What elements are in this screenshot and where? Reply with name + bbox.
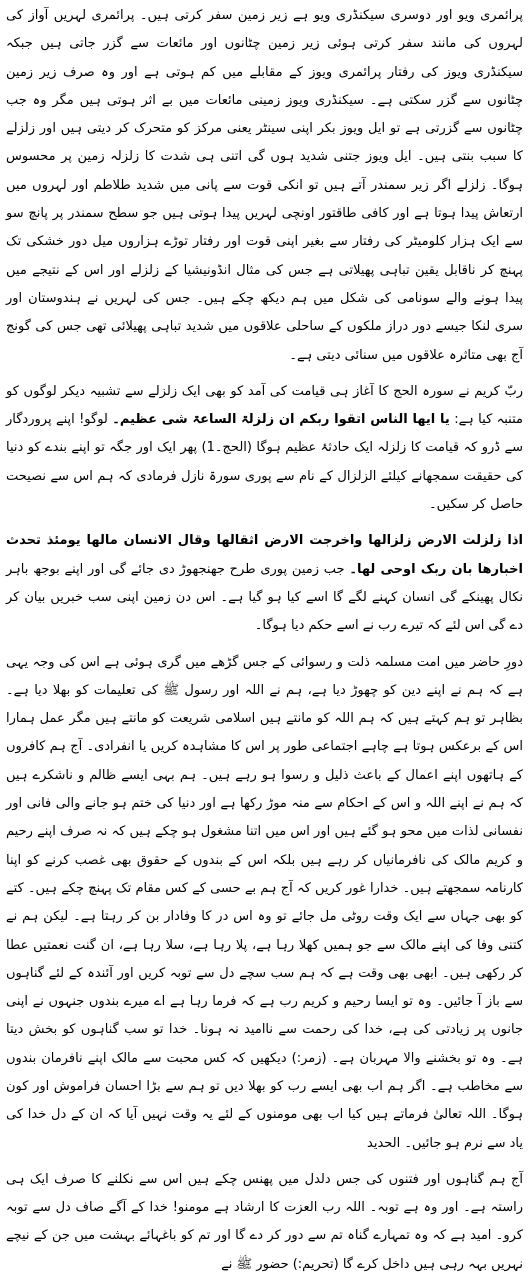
paragraph-surah-hajj [6, 378, 523, 519]
paragraph-repentance: آج ہم گناہوں اور فتنوں کی جس دلدل میں پھنس چکے ہیں اس سے نکلنے کا صرف ایک ہی راستہ ہے۔ اور وہ ہے توبہ۔ اللہ رب العزت کا ارشاد ہے مومنو! خدا کے آگے صاف دل سے توبہ کرو۔ امید ہے کہ وہ تمہارے گناہ تم سے دور کر دے گا اور تم کو باغہائے بہشت میں جن کے نیچے نہریں بہہ رہی ہیں داخل کرے گا (تحریم:) حضور ﷺ نے [6, 1171, 523, 1272]
verse-translation: جب زمین پوری طرح جھنجھوڑ دی جائے گی اور اپنے بوجھ باہر نکال پھینکے گی انسان کہنے لگے گا اسے کیا ہو گیا ہے۔ اس دن زمین اپنی سب خبریں بیان کر دے گی اس لئے کہ تیرے رب نے اسے حکم دیا ہوگا۔ [6, 561, 523, 634]
quote-translation: لوگو! اپنے پروردگار سے ڈرو کہ قیامت کا زلزلہ ایک حادثۂ عظیم ہوگا (الحج۔1) پھر ایک اور جگہ تو اپنے بندے کو دنیا کی حقیقت سمجھانے کیلئے الزلزال کے نام سے پوری سورۃ نازل فرمادی کہ ہم اس سے نصیحت حاصل کر سکیں۔ [6, 412, 523, 513]
paragraph-surah-zilzal [6, 527, 523, 640]
quran-quote-arabic: یا ایھا الناس اتقوا ربکم ان زلزلۃ الساعۃ شی عظیم۔ [112, 412, 450, 428]
quran-verse-arabic: اذا زلزلت الارض زلزالھا واخرجت الارض اثقالھا وقال الانسان مالھا یومئذ تحدث اخبارھا بان ربک اوحی لھا۔ [6, 533, 523, 577]
paragraph-earthquake-waves: پرائمری ویو اور دوسری سیکنڈری ویو ہے زیر زمین سفر کرتی ہیں۔ پرائمری لہریں آواز کی لہروں کی مانند سفر کرتی ہوئی زیر زمین چٹانوں اور مائعات سے گزر جاتی ہیں جبکہ سیکنڈری ویوز کی رفتار پرائمری ویوز کے مقابلے میں کم ہوتی ہے اور وہ صرف زیر زمین چٹانوں سے گزر سکتی ہے۔ سیکنڈری ویوز زمینی مائعات میں بے اثر ہوتی ہیں مگر وہ جب چٹانوں سے گزرتی ہے تو ایل ویوز بکر اپنی سینٹر یعنی مرکز کو متحرک کر دیتی ہیں اور زلزلے کا سبب بنتی ہیں۔ ایل ویوز جتنی شدید ہوں گی اتنی ہی شدت کا زلزلہ زمین پر محسوس ہوگا۔ زلزلے اگر زیر سمندر آتے ہیں تو انکی قوت سے پانی میں شدید طلاطم اور لہروں میں ارتعاش پیدا ہوتا ہے اور کافی طاقتور اونچی لہریں پیدا ہوتی ہیں جو سطح سمندر پر پانچ سو سے ایک ہزار کلومیٹر کی رفتار سے بغیر اپنی قوت اور رفتار توڑے ہزاروں میل دور خشکی تک پہنچ کر ناقابل یقین تباہی پھیلاتی ہے جس کی مثال انڈونیشیا کے زلزلے اور اس کے نتیجے میں پیدا ہونے والے سونامی کی شکل میں ہم دیکھ چکے ہیں۔ جس کی لہریں نے ہندوستان اور سری لنکا جیسے دور دراز ملکوں کے ساحلی علاقوں میں شدید تباہی پھیلائی تھی جس کی گونج آج بھی متاثرہ علاقوں میں سنائی دیتی ہے۔ [6, 8, 523, 363]
paragraph-text: ربّ کریم نے سورہ الحج کا آغاز ہی قیامت کی آمد کو بھی ایک زلزلے سے تشبیہ دیکر لوگوں کو متنبہ کیا ہے: [6, 383, 523, 428]
paragraph-ummah-condition: دورِ حاضر میں امت مسلمہ ذلت و رسوائی کے جس گڑھے میں گری ہوئی ہے اس کی وجہ یہی ہے کہ ہم نے اپنے دین کو چھوڑ دیا ہے، ہم نے اللہ اور رسول ﷺ کی تعلیمات کو بھلا دیا ہے۔ بظاہر تو ہم کہتے ہیں کہ ہم اللہ کو مانتے ہیں اسلامی شریعت کو مانتے ہیں مگر عمل ہمارا اس کے برعکس ہوتا ہے چاہے اجتماعی طور پر اس کا مشاہدہ کریں یا انفرادی۔ آج ہم کافروں کے ہاتھوں اپنے اعمال کے باعث ذلیل و رسوا ہو رہے ہیں۔ ہم بہی ایسے ظالم و ناشکرے ہیں کہ ہم نے اپنے اللہ و اس کے احکام سے منہ موڑ رکھا ہے اور دنیا کی ختم ہو جانے والی فانی اور نفسانی لذات میں محو ہو گئے ہیں اور اس میں اتنا مشغول ہو چکے ہیں کہ نہ صرف اپنے رحیم و کریم مالک کی نافرمانیاں کر رہے ہیں بلکہ اس کے بندوں کے حقوق بھی غصب کرنے کو اپنا کارنامہ سمجھتے ہیں۔ خدارا غور کریں کہ آج ہم بے حسی کے کس مقام تک پہنچ چکے ہیں۔ کتے کو بھی جہاں سے ایک وقت روٹی مل جائے تو وہ اس در کا وفادار بن کر رہتا ہے۔ لیکن ہم نے کتنی وفا کی اپنے مالک سے جو ہمیں کھلا رہا ہے، پلا رہا ہے، سلا رہا ہے، ان گنت نعمتیں عطا کر رکھی ہیں۔ ابھی بھی وقت ہے کہ ہم سب سچے دل سے توبہ کریں اور آئندہ کے لئے گناہوں سے باز آ جائیں۔ وہ تو ایسا رحیم و کریم رب ہے کہ فرما رہا ہے اے میرے بندوں جنہوں نے اپنی جانوں پر زیادتی کی ہے، خدا کی رحمت سے ناامید نہ ہونا۔ خدا تو سب گناہوں کو بخش دیتا ہے۔ وہ تو بخشنے والا مہربان ہے۔ (زمر:) دیکھیں کہ کس محبت سے مالک اپنے نافرمان بندوں سے مخاطب ہے۔ اگر ہم اب بھی ایسے رب کو بھلا دیں تو ہم سے بڑا احسان فراموش اور کون ہوگا۔ اللہ تعالیٰ فرماتے ہیں کیا اب بھی مومنوں کے لئے یہ وقت نہیں آیا کہ ان کے دل خدا کی یاد سے نرم ہو جائیں۔ الحدید [6, 654, 523, 1151]
